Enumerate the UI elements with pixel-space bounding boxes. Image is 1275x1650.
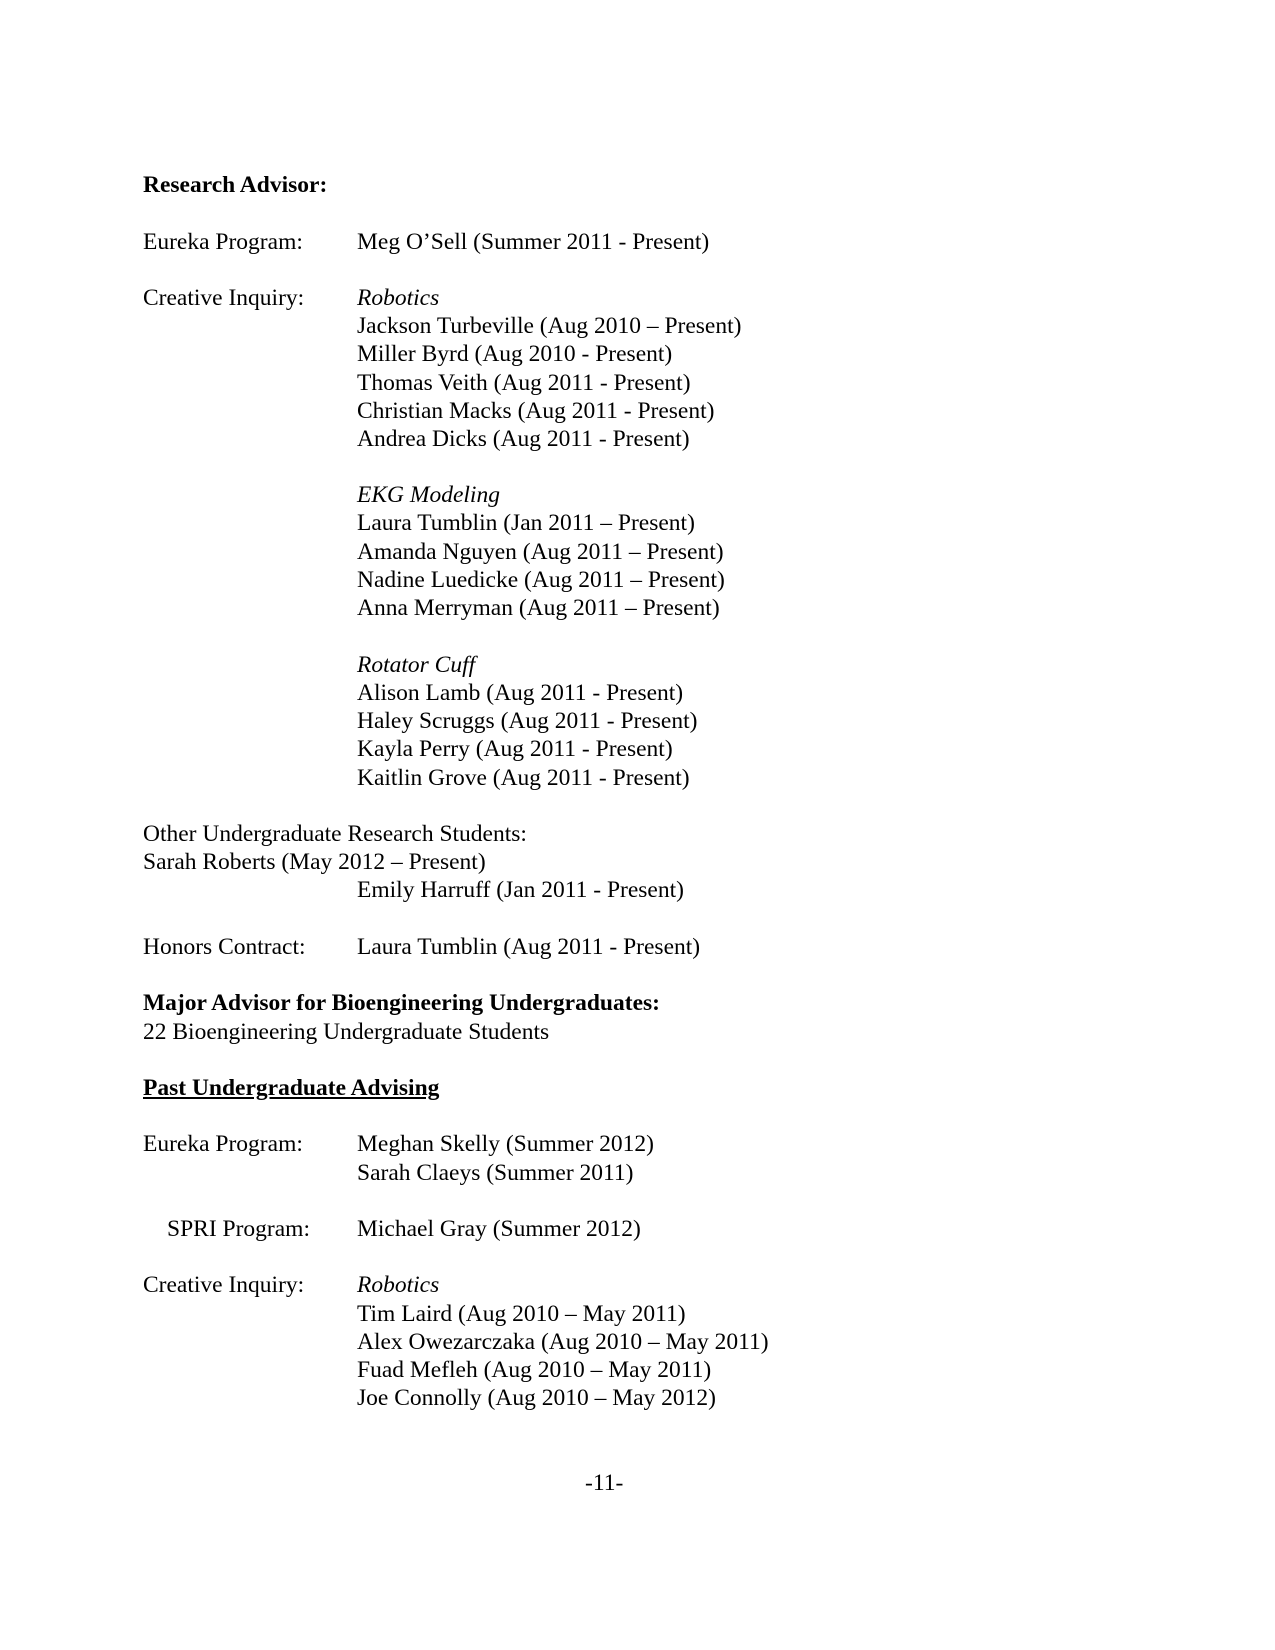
- list-item: Thomas Veith (Aug 2011 - Present): [357, 370, 691, 396]
- list-item: Andrea Dicks (Aug 2011 - Present): [357, 426, 690, 452]
- page-number: -11-: [585, 1470, 624, 1496]
- group-title-ekg-modeling: EKG Modeling: [357, 482, 500, 508]
- list-item: Fuad Mefleh (Aug 2010 – May 2011): [357, 1357, 712, 1383]
- eureka-program-label: Eureka Program:: [143, 1131, 303, 1157]
- list-item: Miller Byrd (Aug 2010 - Present): [357, 341, 673, 367]
- creative-inquiry-label: Creative Inquiry:: [143, 1272, 305, 1298]
- list-item: Alison Lamb (Aug 2011 - Present): [357, 680, 684, 706]
- list-item: Haley Scruggs (Aug 2011 - Present): [357, 708, 698, 734]
- list-item: Sarah Roberts (May 2012 – Present): [143, 849, 486, 875]
- spri-program-label: SPRI Program:: [167, 1216, 310, 1242]
- list-item: Kayla Perry (Aug 2011 - Present): [357, 736, 673, 762]
- eureka-program-label: Eureka Program:: [143, 229, 303, 255]
- creative-inquiry-label: Creative Inquiry:: [143, 285, 305, 311]
- group-title-robotics: Robotics: [357, 285, 440, 311]
- section-heading-past-advising: Past Undergraduate Advising: [143, 1075, 440, 1101]
- list-item: Laura Tumblin (Aug 2011 - Present): [357, 934, 701, 960]
- list-item: Laura Tumblin (Jan 2011 – Present): [357, 510, 695, 536]
- list-item: Meg O’Sell (Summer 2011 - Present): [357, 229, 710, 255]
- list-item: Kaitlin Grove (Aug 2011 - Present): [357, 765, 690, 791]
- list-item: Anna Merryman (Aug 2011 – Present): [357, 595, 720, 621]
- list-item: Michael Gray (Summer 2012): [357, 1216, 641, 1242]
- list-item: Meghan Skelly (Summer 2012): [357, 1131, 654, 1157]
- group-title-robotics: Robotics: [357, 1272, 440, 1298]
- list-item: Nadine Luedicke (Aug 2011 – Present): [357, 567, 725, 593]
- section-heading-research-advisor: Research Advisor:: [143, 172, 328, 198]
- major-advisor-text: 22 Bioengineering Undergraduate Students: [143, 1019, 550, 1045]
- list-item: Joe Connolly (Aug 2010 – May 2012): [357, 1385, 717, 1411]
- list-item: Tim Laird (Aug 2010 – May 2011): [357, 1301, 686, 1327]
- list-item: Emily Harruff (Jan 2011 - Present): [357, 877, 684, 903]
- other-students-label: Other Undergraduate Research Students:: [143, 821, 527, 847]
- list-item: Amanda Nguyen (Aug 2011 – Present): [357, 539, 724, 565]
- list-item: Jackson Turbeville (Aug 2010 – Present): [357, 313, 742, 339]
- group-title-rotator-cuff: Rotator Cuff: [357, 652, 476, 678]
- section-heading-major-advisor: Major Advisor for Bioengineering Undergraduates:: [143, 990, 660, 1016]
- list-item: Christian Macks (Aug 2011 - Present): [357, 398, 715, 424]
- list-item: Alex Owezarczaka (Aug 2010 – May 2011): [357, 1329, 769, 1355]
- honors-contract-label: Honors Contract:: [143, 934, 306, 960]
- list-item: Sarah Claeys (Summer 2011): [357, 1160, 634, 1186]
